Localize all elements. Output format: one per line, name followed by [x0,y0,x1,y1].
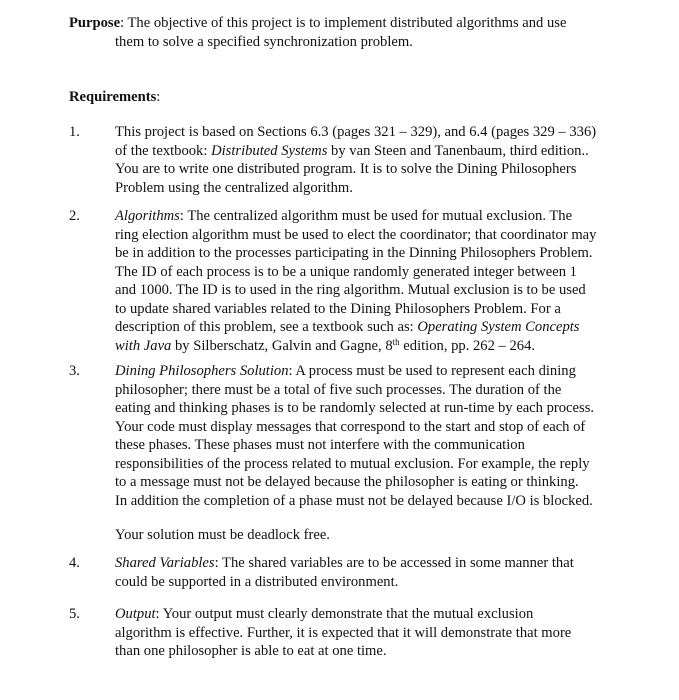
item-number: 2. [69,208,80,224]
item-text: Output: Your output must clearly demonstrate that the mutual exclusion algorithm is effective. Further, it is expected that it will demonstrate that more than one philosopher is able to eat at one time. [115,606,572,659]
purpose-label: Purpose [69,15,121,31]
book-title: Distributed Systems [211,142,328,159]
item-lead: Output [115,606,156,622]
book-title: Operating System Concepts [417,319,580,335]
item-text: This project is based on Sections 6.3 (pages 321 – 329), and 6.4 (pages 329 – 336) of the textbook: Distributed Systems by van Steen and Tanenbaum, third edition.. You are to write one distributed program. It is to solve the Dining Philosophers Problem using the centralized algorithm. [115,124,597,196]
book-title-cont: with Java [115,337,172,354]
item-text: Dining Philosophers Solution: A process must be used to represent each dining philosopher; there must be a total of five such processes. The duration of the eating and thinking phases is to be randomly selected at run-time by each process. Your code must display messages that correspond to the start and stop of each of these phases. These phases must not interfere with the communication responsibilities of the process related to mutual exclusion. For example, the reply to a message must not be delayed because the philosopher is eating or thinking. In addition the completion of a phase must not be delayed because I/O is blocked. Your solution must be deadlock free. [115,363,595,543]
item-number: 5. [69,606,80,622]
purpose-paragraph [69,14,629,51]
item-number: 4. [69,555,80,571]
purpose-line-2: them to solve a specified synchronization problem. [115,33,413,50]
item-text: Shared Variables: The shared variables are to be accessed in some manner that could be supported in a distributed environment. [115,555,574,590]
item-lead: Shared Variables [115,555,215,571]
item-number: 3. [69,363,80,379]
item-text: Algorithms: The centralized algorithm must be used for mutual exclusion. The ring election algorithm must be used to elect the coordinator; that coordinator may be in addition to the processes participating in the Dinning Philosophers Problem. The ID of each process is to be a unique randomly generated integer between 1 and 1000. The ID is to used in the ring algorithm. Mutual exclusion is to be used to update shared variables related to the Dining Philosophers Problem. For a description of this problem, see a textbook such as: Operating System Concepts with Java by Silberschatz, Galvin and Gagne, 8th edition, pp. 262 – 264. [115,208,597,354]
purpose-line-1: Purpose: The objective of this project is to implement distributed algorithms and use [69,15,567,31]
item-number: 1. [69,124,80,140]
requirements-heading: Requirements: [69,89,161,105]
item-lead: Algorithms [115,208,180,224]
item-lead: Dining Philosophers Solution [115,363,289,379]
